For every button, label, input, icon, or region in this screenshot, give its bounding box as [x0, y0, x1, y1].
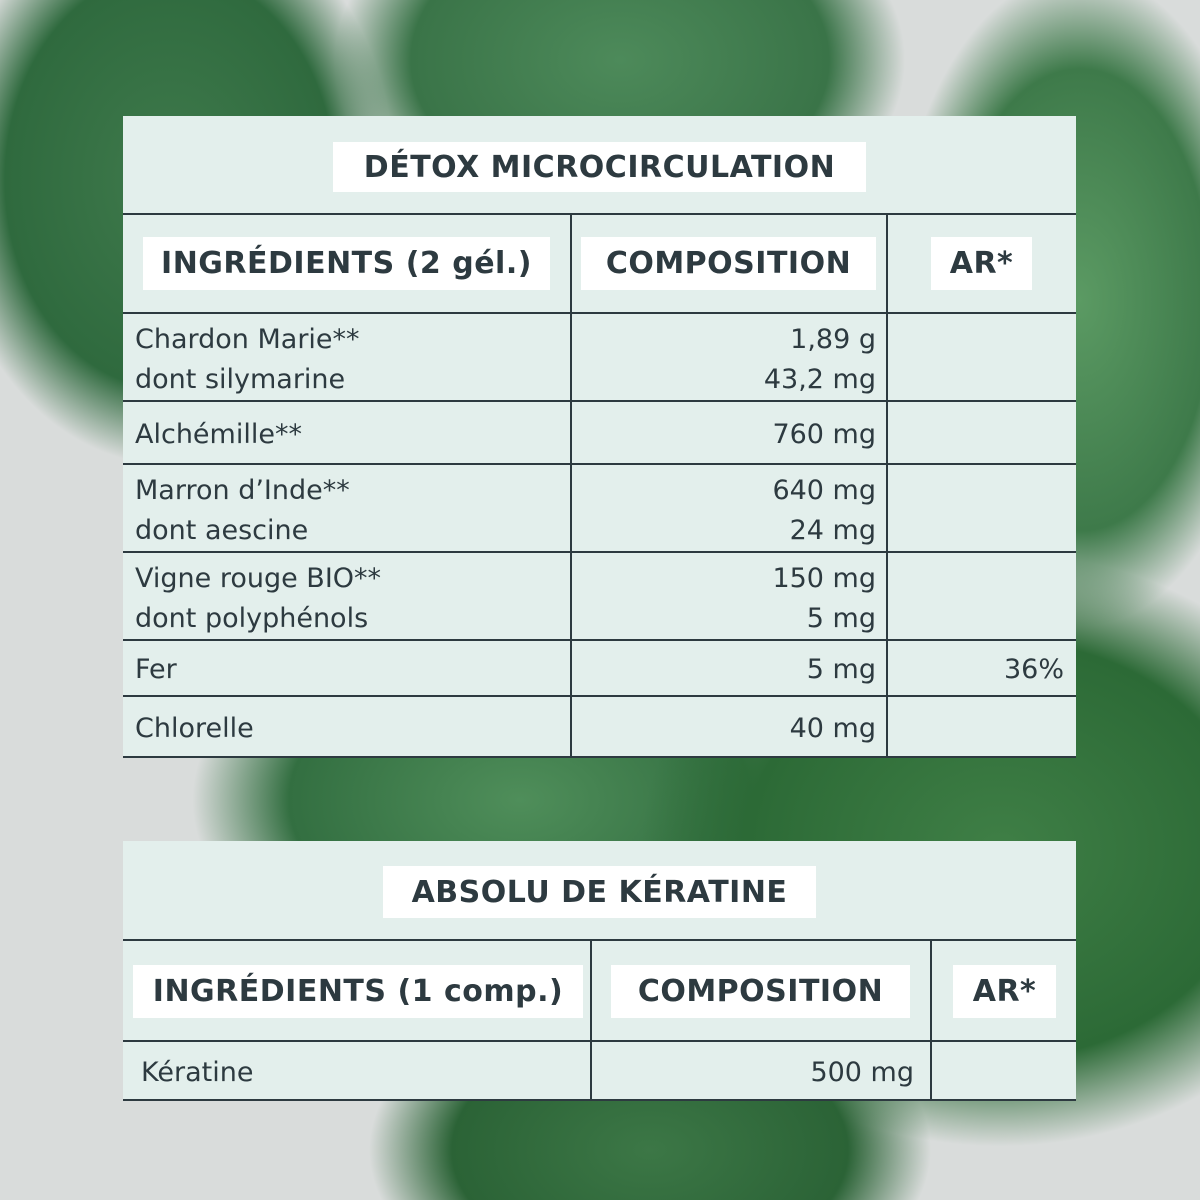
divider — [123, 695, 1076, 697]
ingredient-name: Kératine — [141, 1057, 254, 1088]
amount: 5 mg — [806, 654, 876, 685]
amount: 40 mg — [789, 713, 876, 744]
divider — [123, 939, 1076, 941]
ingredient-name: Vigne rouge BIO** — [135, 563, 382, 594]
sub-amount: 43,2 mg — [763, 364, 876, 395]
column-divider — [930, 939, 932, 1101]
ingredient-sub: dont aescine — [135, 515, 309, 546]
ingredient-name: Chardon Marie** — [135, 324, 360, 355]
ingredient-sub: dont silymarine — [135, 364, 346, 395]
sub-amount: 5 mg — [806, 603, 876, 634]
amount: 1,89 g — [790, 324, 876, 355]
column-divider — [590, 939, 592, 1101]
ingredient-name: Fer — [135, 654, 177, 685]
amount: 500 mg — [810, 1057, 914, 1088]
header-ar: AR* — [931, 237, 1032, 290]
divider — [123, 639, 1076, 641]
divider — [123, 400, 1076, 402]
header-ingredients: INGRÉDIENTS (1 comp.) — [133, 965, 583, 1018]
table-title: ABSOLU DE KÉRATINE — [383, 866, 816, 918]
ingredient-name: Alchémille** — [135, 419, 302, 450]
divider — [123, 756, 1076, 758]
header-ingredients: INGRÉDIENTS (2 gél.) — [143, 237, 550, 290]
divider — [123, 551, 1076, 553]
absolu-de-keratine-table — [123, 841, 1076, 1101]
divider — [123, 1099, 1076, 1101]
header-composition: COMPOSITION — [581, 237, 876, 290]
divider — [123, 1040, 1076, 1042]
amount: 150 mg — [772, 563, 876, 594]
ingredient-name: Marron d’Inde** — [135, 475, 350, 506]
divider — [123, 463, 1076, 465]
amount: 760 mg — [772, 419, 876, 450]
header-composition: COMPOSITION — [611, 965, 910, 1018]
ar-value: 36% — [1003, 654, 1064, 685]
divider — [123, 312, 1076, 314]
ingredient-name: Chlorelle — [135, 713, 254, 744]
table-title: DÉTOX MICROCIRCULATION — [333, 142, 866, 192]
sub-amount: 24 mg — [789, 515, 876, 546]
column-divider — [570, 213, 572, 758]
header-ar: AR* — [953, 965, 1056, 1018]
divider — [123, 213, 1076, 215]
ingredient-sub: dont polyphénols — [135, 603, 369, 634]
amount: 640 mg — [772, 475, 876, 506]
detox-microcirculation-table — [123, 116, 1076, 758]
column-divider — [886, 213, 888, 758]
